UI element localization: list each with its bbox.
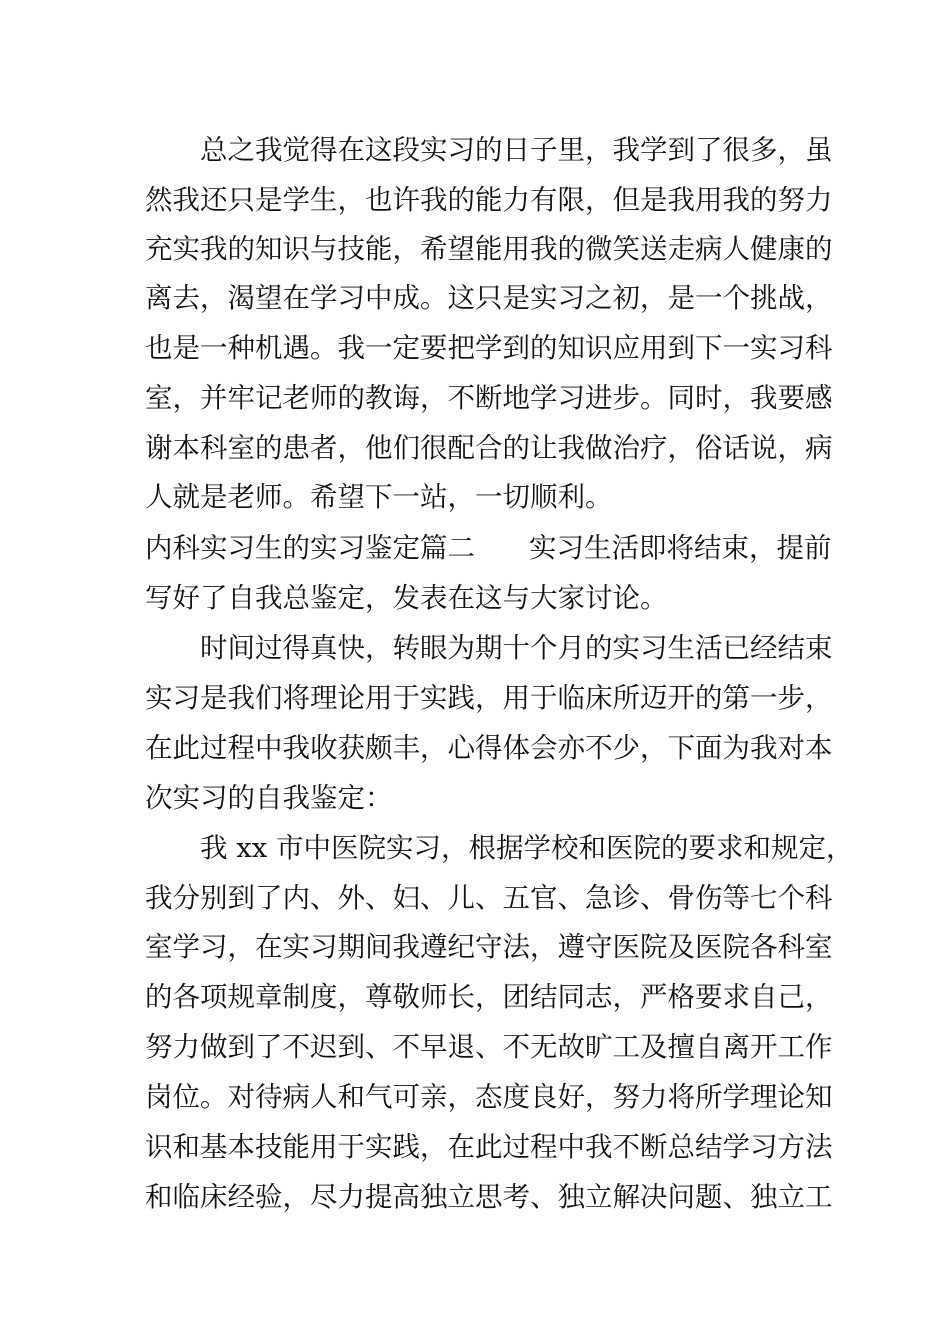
text-line: 然我还只是学生，也许我的能力有限，但是我用我的努力 <box>145 184 833 216</box>
text-line: 的各项规章制度，尊敬师长，团结同志，严格要求自己， <box>145 981 833 1013</box>
text-line: 室学习，在实习期间我遵纪守法，遵守医院及医院各科室 <box>145 931 833 963</box>
text-line: 也是一种机遇。我一定要把学到的知识应用到下一实习科 <box>145 332 833 364</box>
section-intro: 实习生活即将结束，提前 <box>529 532 832 564</box>
text-line: 和临床经验，尽力提高独立思考、独立解决问题、独立工 <box>145 1181 833 1213</box>
text-line: 室，并牢记老师的教诲，不断地学习进步。同时，我要感 <box>145 382 833 414</box>
text-line: 人就是老师。希望下一站，一切顺利。 <box>145 481 613 513</box>
text-line: 写好了自我总鉴定，发表在这与大家讨论。 <box>145 582 668 614</box>
text-line: 识和基本技能用于实践，在此过程中我不断总结学习方法 <box>145 1131 833 1163</box>
text-line: 在此过程中我收获颇丰，心得体会亦不少，下面为我对本 <box>145 732 833 764</box>
text-line: 总之我觉得在这段实习的日子里，我学到了很多，虽 <box>200 134 833 166</box>
text-line: 岗位。对待病人和气可亲，态度良好，努力将所学理论知 <box>145 1081 833 1113</box>
text-line: 谢本科室的患者，他们很配合的让我做治疗，俗话说，病 <box>145 432 833 464</box>
text-line: 充实我的知识与技能，希望能用我的微笑送走病人健康的 <box>145 233 833 265</box>
section-heading-line <box>145 530 832 566</box>
text-line: 我分别到了内、外、妇、儿、五官、急诊、骨伤等七个科 <box>145 882 833 914</box>
text-line: 我 xx 市中医院实习，根据学校和医院的要求和规定， <box>200 832 854 864</box>
text-line: 努力做到了不迟到、不早退、不无故旷工及擅自离开工作 <box>145 1031 833 1063</box>
text-line: 离去，渴望在学习中成。这只是实习之初，是一个挑战， <box>145 282 833 314</box>
text-line: 时间过得真快，转眼为期十个月的实习生活已经结束 <box>200 632 833 664</box>
text-line: 次实习的自我鉴定： <box>145 782 393 814</box>
text-line: 实习是我们将理论用于实践，用于临床所迈开的第一步， <box>145 682 833 714</box>
section-heading: 内科实习生的实习鉴定篇二 <box>145 532 475 564</box>
